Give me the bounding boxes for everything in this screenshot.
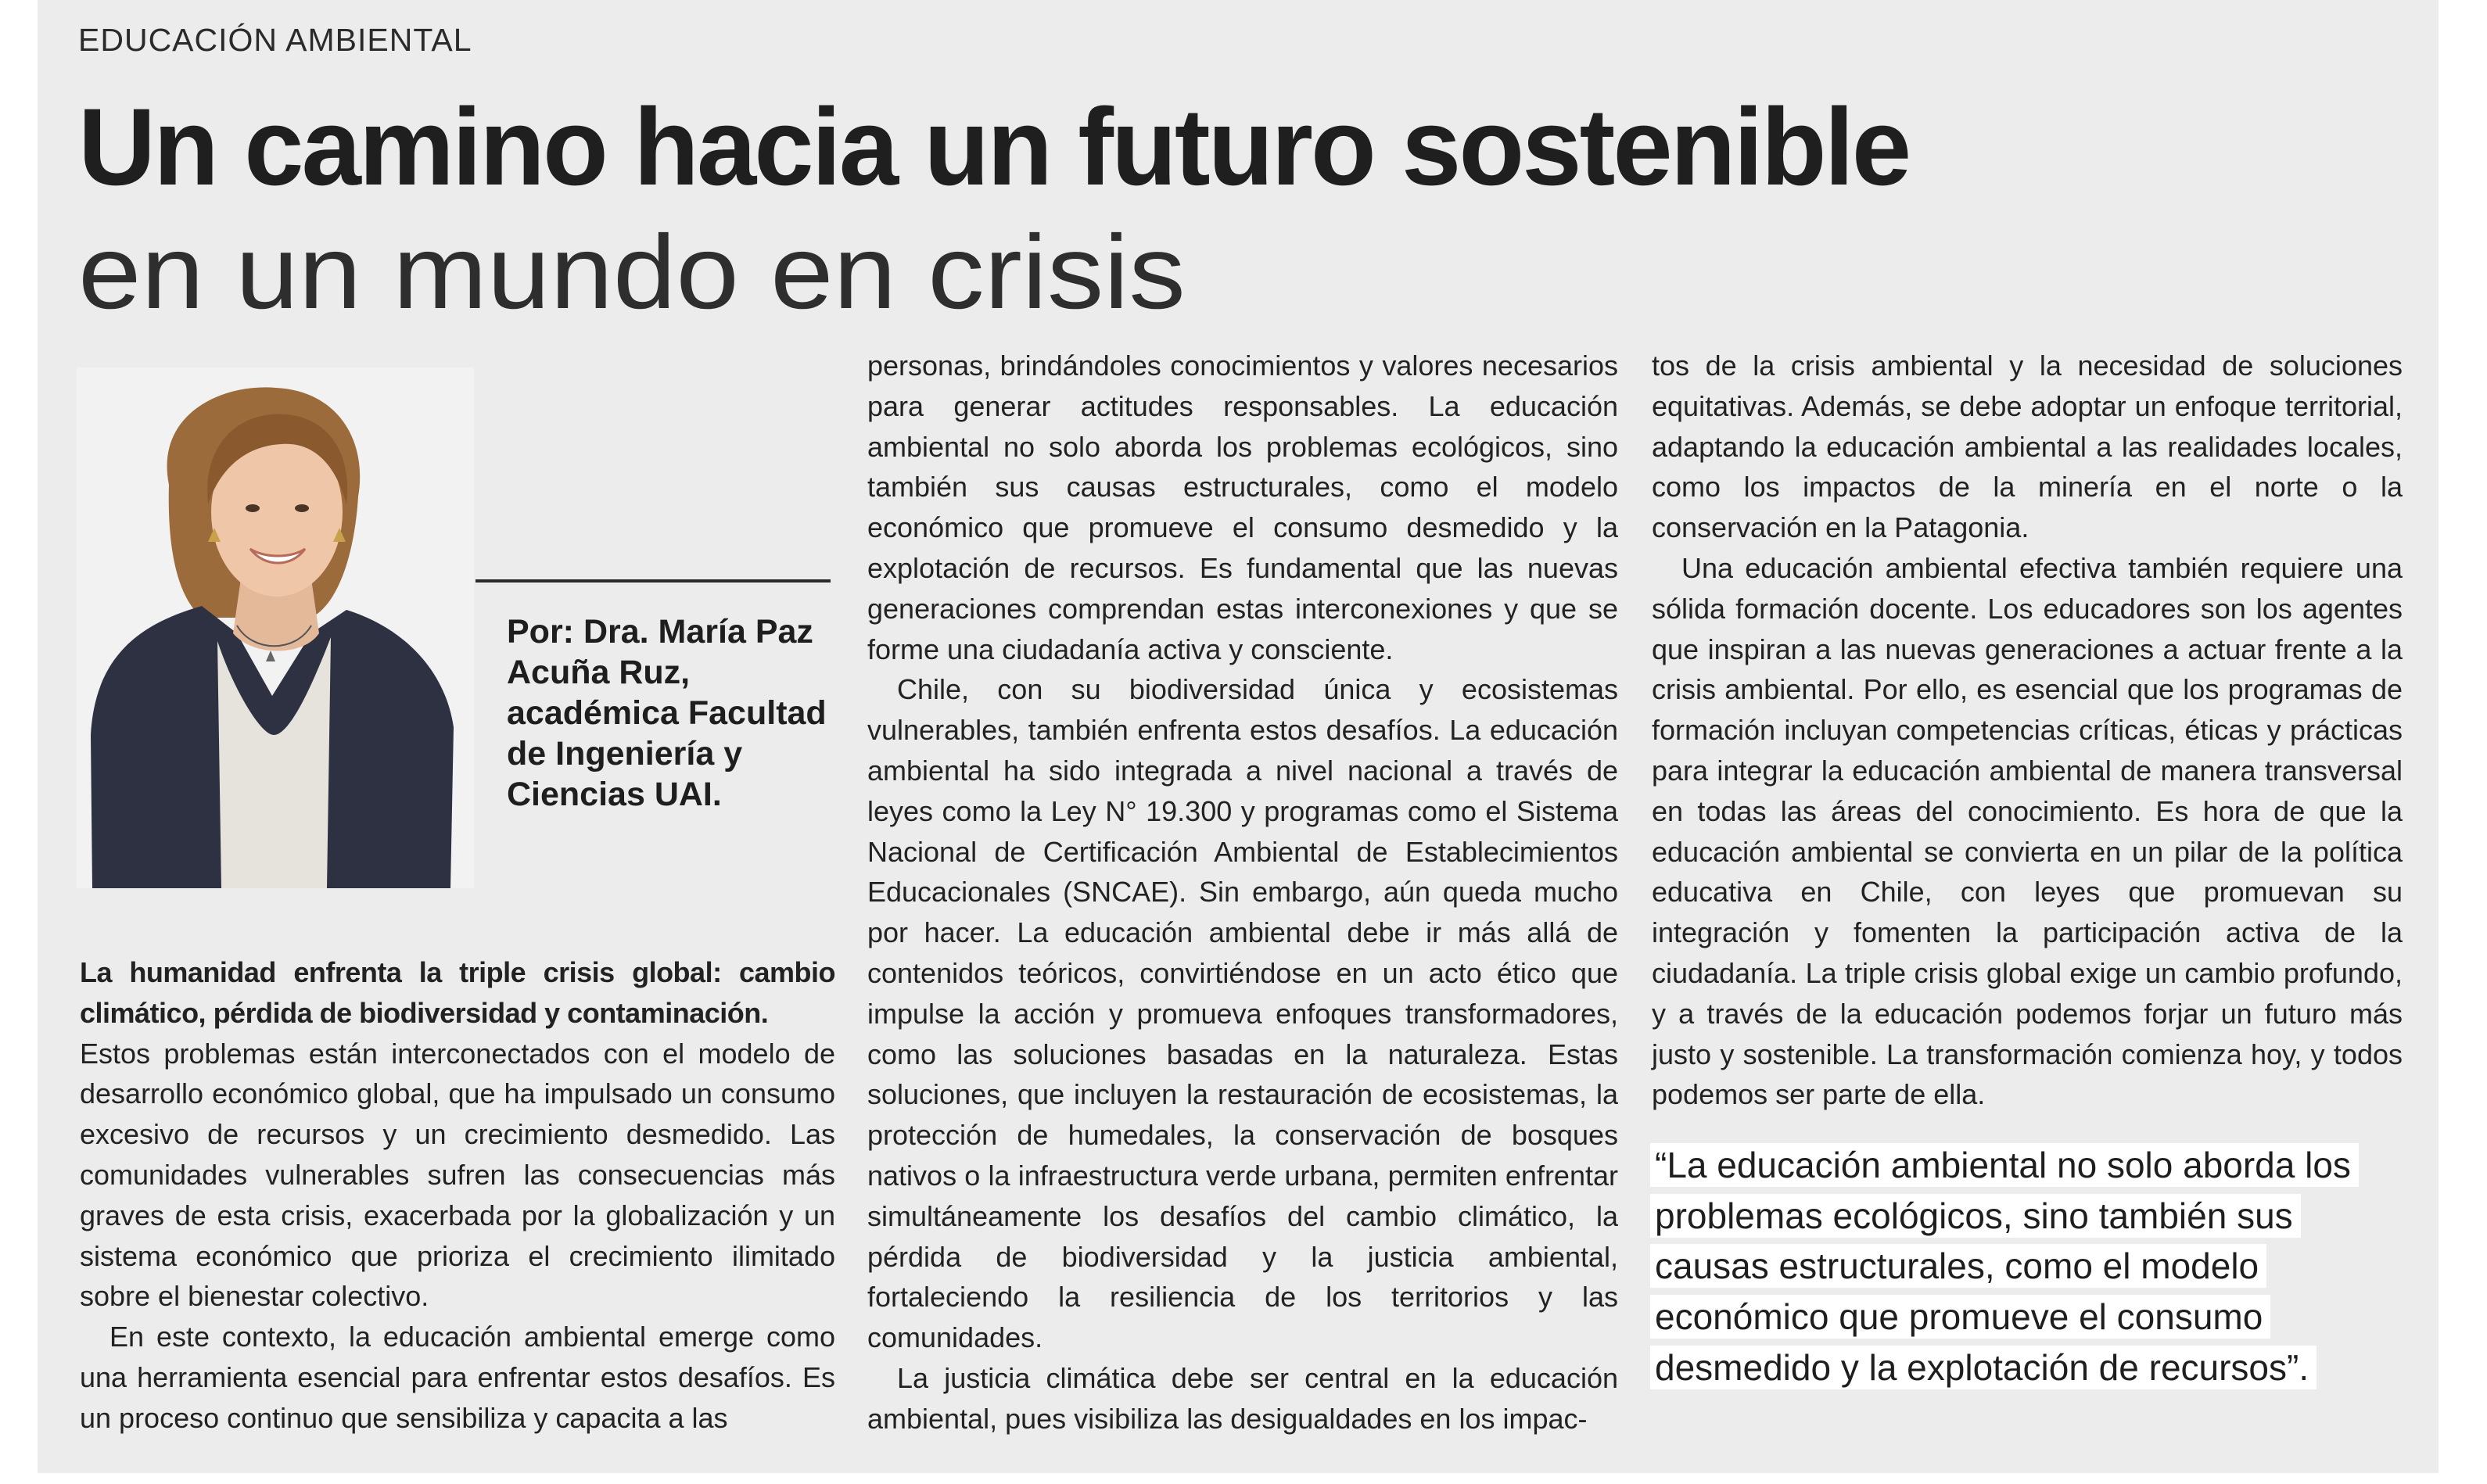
author-photo [77,367,474,888]
body-paragraph: La justicia climática debe ser central en la educación ambiental, pues visibiliza las desigualdades en los impac- [867,1361,1618,1435]
article-column-3 [1652,346,2403,1115]
pull-quote [1650,1140,2354,1393]
article-column-1 [80,952,835,1439]
article-column-2 [867,346,1618,1439]
body-paragraph: Estos problemas están interconectados con el modelo de desarrollo económico global, que ha impulsado un consumo excesivo de recursos y un crecimiento desmedido. Las comunidades vulnerables sufren las consecuencias más graves de esta crisis, exacerbada por la globalización y un sistema económico que prioriza el crecimiento ilimitado sobre el bienestar colectivo. [80,1037,835,1313]
pull-quote-text: “La educación ambiental no solo aborda los problemas ecológicos, sino también sus causas estructurales, como el modelo económico que promueve el consumo desmedido y la explotación de recursos”. [1650,1143,2359,1389]
subheadline: en un mundo en crisis [78,214,1186,331]
newspaper-page [38,0,2439,1473]
headline: Un camino hacia un futuro sostenible [78,85,1910,208]
body-paragraph: En este contexto, la educación ambiental emerge como una herramienta esencial para enfrentar estos desafíos. Es un proceso continuo que sensibiliza y capacita a las [80,1321,835,1434]
lead-paragraph: La humanidad enfrenta la triple crisis global: cambio climático, pérdida de biodiversidad y contaminación. [80,956,835,1029]
section-label: EDUCACIÓN AMBIENTAL [78,22,472,58]
body-paragraph: tos de la crisis ambiental y la necesidad de soluciones equitativas. Además, se debe adoptar un enfoque territorial, adaptando la educación ambiental a las realidades locales, como los impactos de la minería en el norte o la conservación en la Patagonia. [1652,349,2403,544]
body-paragraph: personas, brindándoles conocimientos y valores necesarios para generar actitudes responsables. La educación ambiental no solo aborda los problemas ecológicos, sino también sus causas estructurales, como el modelo económico que promueve el consumo desmedido y la explotación de recursos. Es fundamental que las nuevas generaciones comprendan estas interconexiones y que se forme una ciudadanía activa y consciente. [867,349,1618,665]
body-paragraph: Una educación ambiental efectiva también requiere una sólida formación docente. Los educadores son los agentes que inspiran a las nuevas generaciones a actuar frente a la crisis ambiental. Por ello, es esencial que los programas de formación incluyan competencias críticas, éticas y prácticas para integrar la educación ambiental de manera transversal en todas las áreas del conocimiento. Es hora de que la educación ambiental se convierta en un pilar de la política educativa en Chile, con leyes que promuevan su integración y fomenten la participación activa de la ciudadanía. La triple crisis global exige un cambio profundo, y a través de la educación podemos forjar un futuro más justo y sostenible. La transformación comienza hoy, y todos podemos ser parte de ella. [1652,551,2403,1111]
byline-rule [476,579,831,582]
body-paragraph: Chile, con su biodiversidad única y ecosistemas vulnerables, también enfrenta estos desafíos. La educación ambiental ha sido integrada a nivel nacional a través de leyes como la Ley N° 19.300 y programas como el Sistema Nacional de Certificación Ambiental de Establecimientos Educacionales (SNCAE). Sin embargo, aún queda mucho por hacer. La educación ambiental debe ir más allá de contenidos teóricos, convirtiéndose en un acto ético que impulse la acción y promueva enfoques transformadores, como las soluciones basadas en la naturaleza. Estas soluciones, que incluyen la restauración de ecosistemas, la protección de humedales, la conservación de bosques nativos o la infraestructura verde urbana, permiten enfrentar simultáneamente los desafíos del cambio climático, la pérdida de biodiversidad y la justicia ambiental, fortaleciendo la resiliencia de los territorios y las comunidades. [867,673,1618,1354]
byline: Por: Dra. María Paz Acuña Ruz, académica Facultad de Ingeniería y Ciencias UAI. [507,613,827,813]
